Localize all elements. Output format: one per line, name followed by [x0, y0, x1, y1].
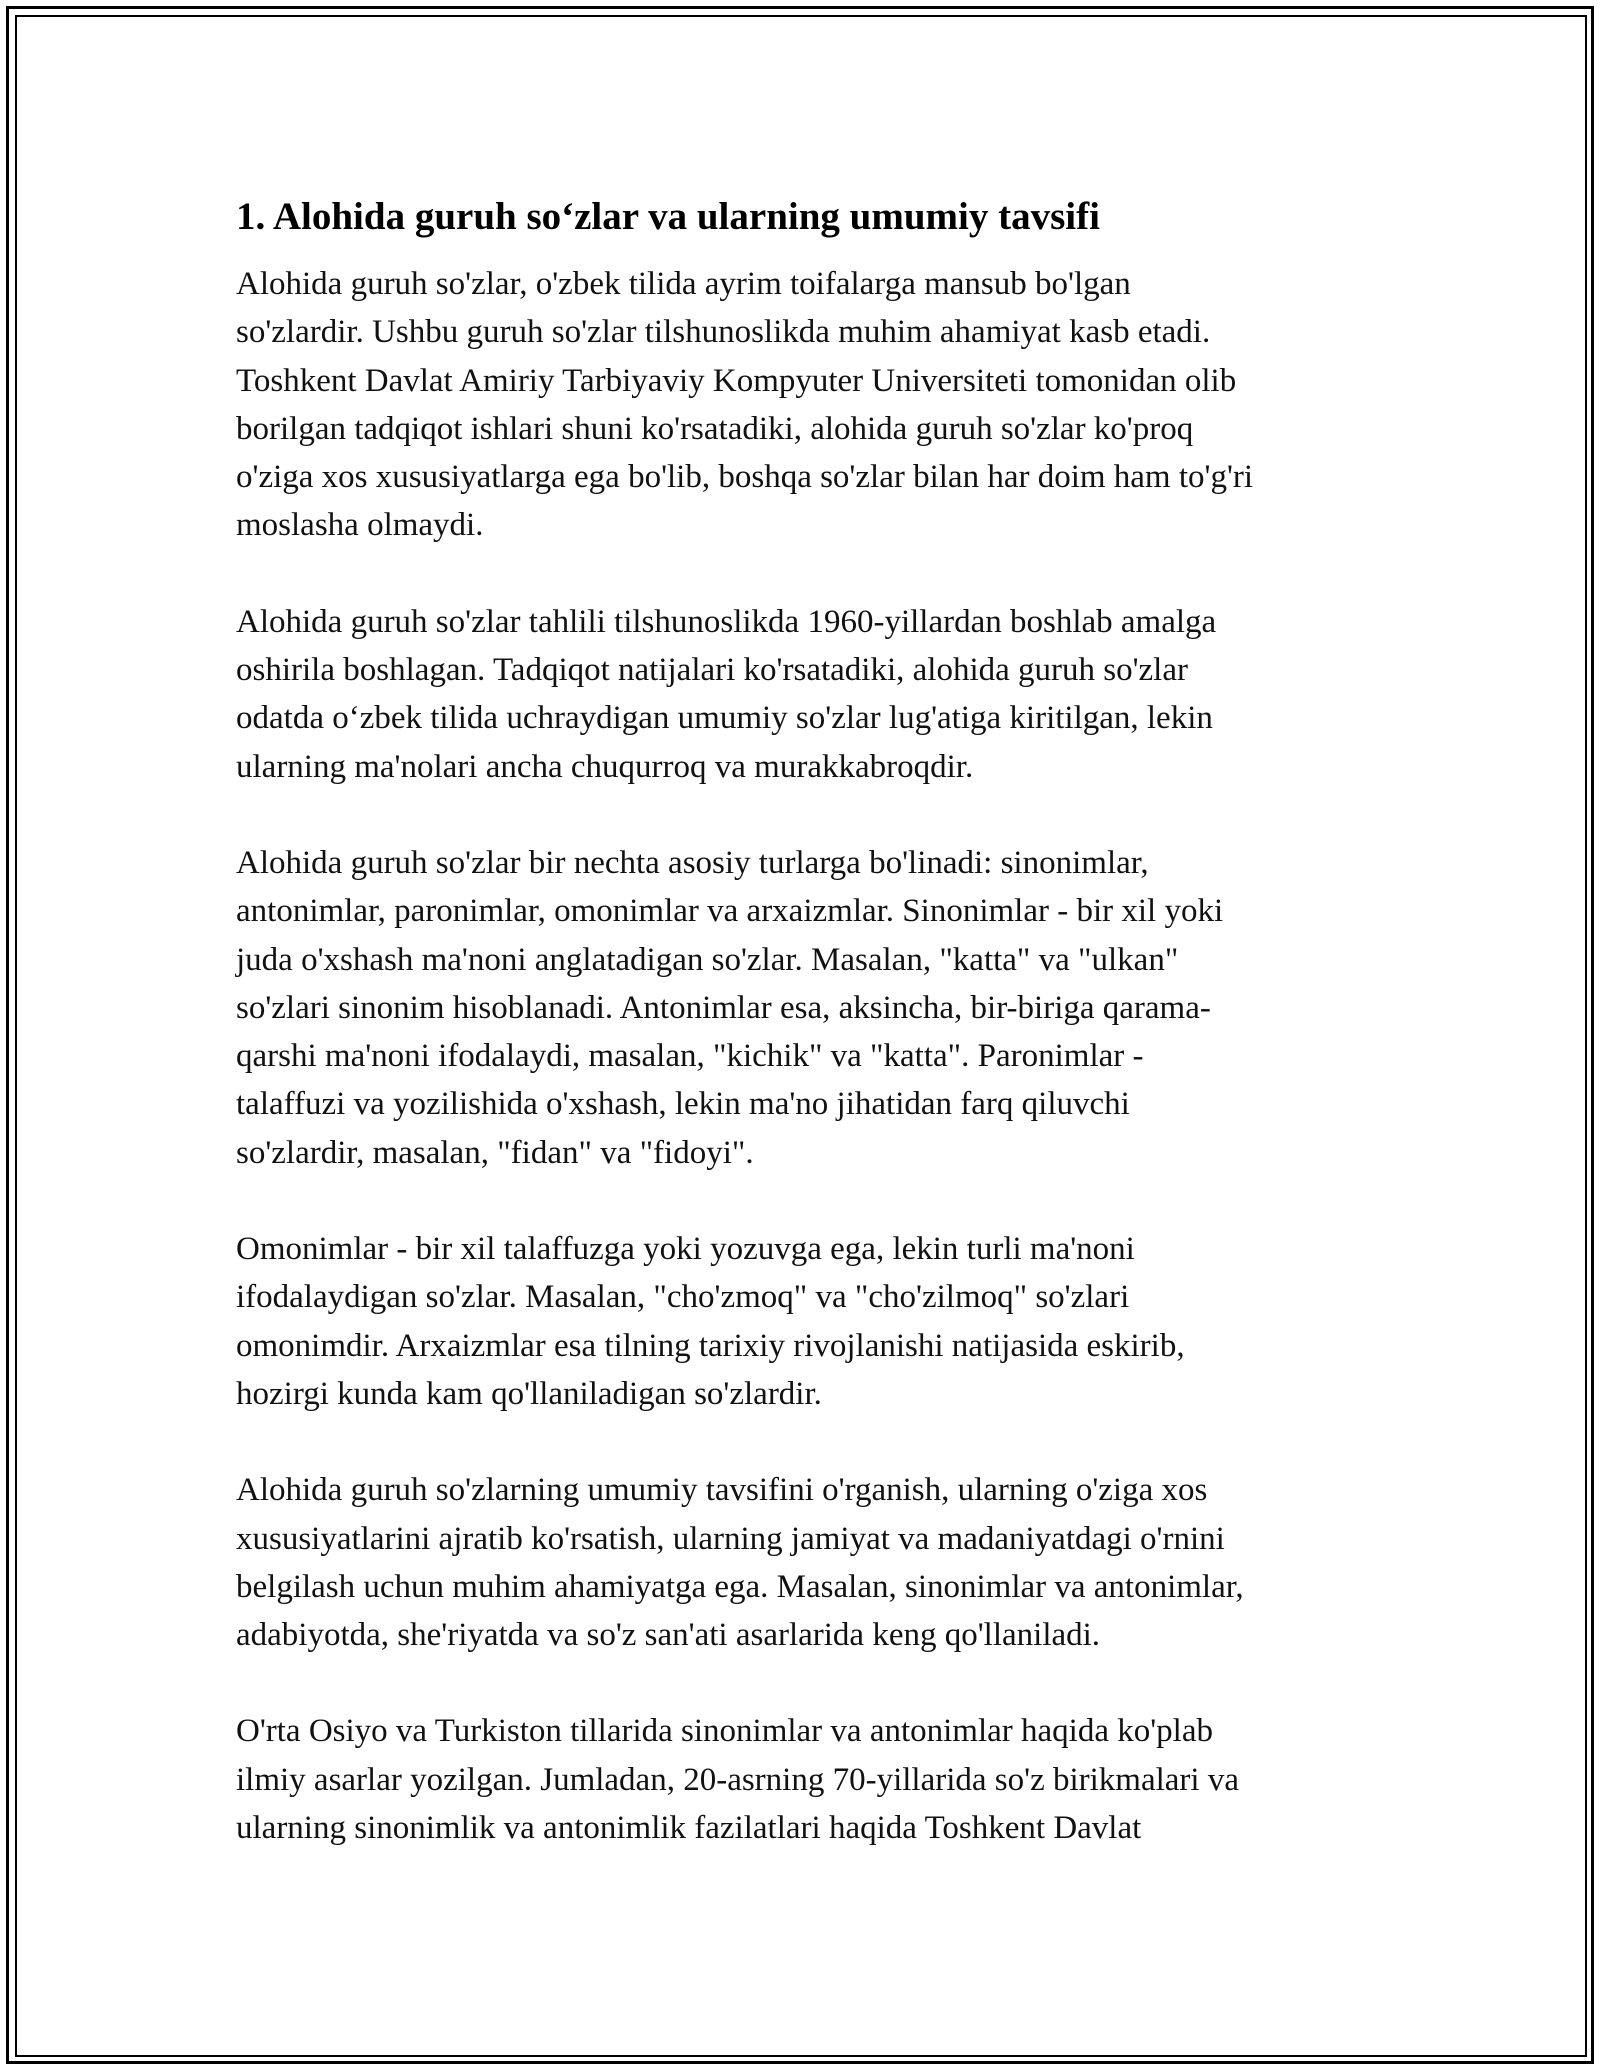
document-body — [236, 180, 1376, 1900]
paragraph-6: O'rta Osiyo va Turkiston tillarida sinonimlar va antonimlar haqida ko'plab ilmiy asarlar yozilgan. Jumladan, 20-asrning 70-yillarida so'z birikmalari va ularning sinonimlik va antonimlik fazilatlari haqida Toshkent Davlat — [236, 1713, 1239, 1847]
paragraph-4: Omonimlar - bir xil talaffuzga yoki yozuvga ega, lekin turli ma'noni ifodalaydigan so'zlar. Masalan, "cho'zmoq" va "cho'zilmoq" so'zlari omonimdir. Arxaizmlar esa tilning tarixiy rivojlanishi natijasida eskirib, hozirgi kunda kam qo'llaniladigan so'zlardir. — [236, 1231, 1185, 1412]
section-heading: 1. Alohida guruh so‘zlar va ularning umumiy tavsifi — [236, 195, 1100, 238]
paragraph-1: Alohida guruh so'zlar, o'zbek tilida ayrim toifalarga mansub bo'lgan so'zlardir. Ushbu guruh so'zlar tilshunoslikda muhim ahamiyat kasb etadi. Toshkent Davlat Amiriy Tarbiyaviy Kompyuter Universiteti tomonidan olib borilgan tadqiqot ishlari shuni ko'rsatadiki, alohida guruh so'zlar ko'proq o'ziga xos xususiyatlarga ega bo'lib, boshqa so'zlar bilan har doim ham to'g'ri moslasha olmaydi. — [236, 266, 1254, 544]
paragraph-5: Alohida guruh so'zlarning umumiy tavsifini o'rganish, ularning o'ziga xos xususiyatlarini ajratib ko'rsatish, ularning jamiyat va madaniyatdagi o'rnini belgilash uchun muhim ahamiyatga ega. Masalan, sinonimlar va antonimlar, adabiyotda, she'riyatda va so'z san'ati asarlarida keng qo'llaniladi. — [236, 1472, 1244, 1654]
paragraph-3: Alohida guruh so'zlar bir nechta asosiy turlarga bo'linadi: sinonimlar, antonimlar, paronimlar, omonimlar va arxaizmlar. Sinonimlar - bir xil yoki juda o'xshash ma'noni anglatadigan so'zlar. Masalan, "katta" va "ulkan" so'zlari sinonim hisoblanadi. Antonimlar esa, aksincha, bir-biriga qarama- qarshi ma'noni ifodalaydi, masalan, "kichik" va "katta". Paronimlar - talaffuzi va yozilishida o'xshash, lekin ma'no jihatidan farq qiluvchi so'zlardir, masalan, "fidan" va "fidoyi". — [236, 844, 1224, 1171]
paragraph-2: Alohida guruh so'zlar tahlili tilshunoslikda 1960-yillardan boshlab amalga oshirila boshlagan. Tadqiqot natijalari ko'rsatadiki, alohida guruh so'zlar odatda o‘zbek tilida uchraydigan umumiy so'zlar lug'atiga kiritilgan, lekin ularning ma'nolari ancha chuqurroq va murakkabroqdir. — [236, 603, 1217, 785]
